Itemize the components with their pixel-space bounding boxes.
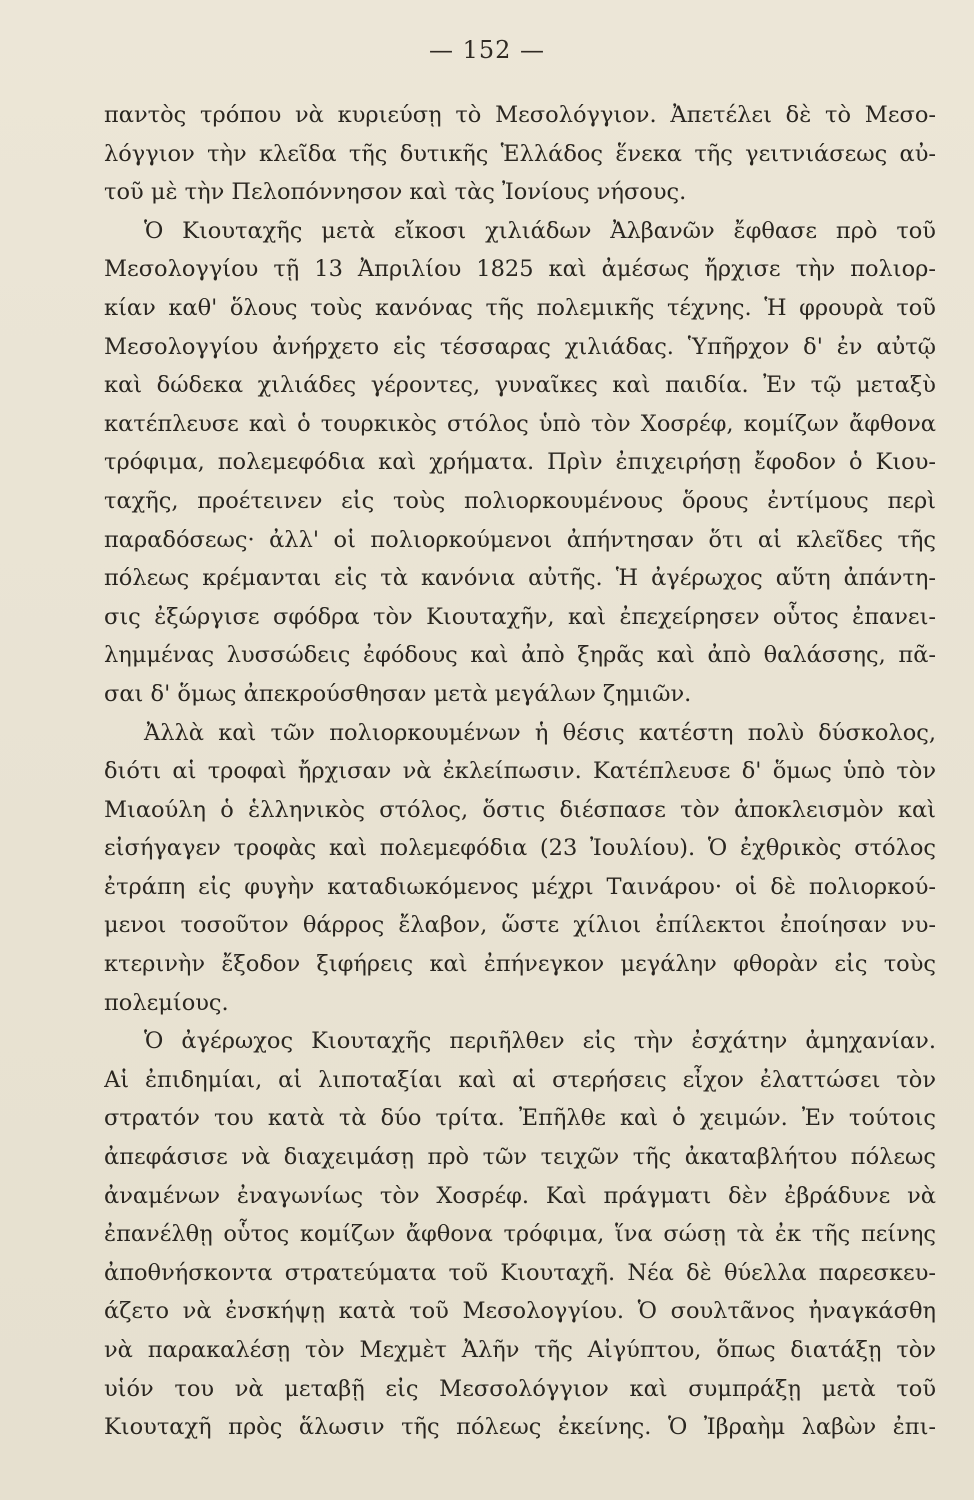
text-line: στρατόν του κατὰ τὰ δύο τρίτα. Ἐπῆλθε καὶ ὁ χειμών. Ἐν τούτοις: [104, 1105, 936, 1132]
text-line: άζετο νὰ ἐνσκήψῃ κατὰ τοῦ Μεσολογγίου. Ὁ σουλτᾶνος ἠναγκάσθη: [104, 1298, 936, 1325]
text-line: παραδόσεως· ἀλλ' οἱ πολιορκούμενοι ἀπήντησαν ὅτι αἱ κλεῖδες τῆς: [104, 526, 936, 553]
text-line: Ὁ Κιουταχῆς μετὰ εἴκοσι χιλιάδων Ἀλβανῶν ἔφθασε πρὸ τοῦ: [144, 217, 936, 244]
text-line: εἰσήγαγεν τροφὰς καὶ πολεμεφόδια (23 Ἰουλίου). Ὁ ἐχθρικὸς στόλος: [104, 835, 936, 862]
text-line: πόλεως κρέμανται εἰς τὰ κανόνια αὐτῆς. Ἡ ἀγέρωχος αὕτη ἀπάντη-: [104, 565, 936, 592]
text-line: τρόφιμα, πολεμεφόδια καὶ χρήματα. Πρὶν ἐπιχειρήσῃ ἔφοδον ὁ Κιου-: [104, 449, 936, 476]
text-line: ἀπεφάσισε νὰ διαχειμάσῃ πρὸ τῶν τειχῶν τῆς ἀκαταβλήτου πόλεως: [104, 1144, 936, 1171]
text-line: λημμένας λυσσώδεις ἐφόδους καὶ ἀπὸ ξηρᾶς καὶ ἀπὸ θαλάσσης, πᾶ-: [104, 642, 936, 669]
text-line: λόγγιον τὴν κλεῖδα τῆς δυτικῆς Ἑλλάδος ἕνεκα τῆς γειτνιάσεως αὐ-: [104, 140, 936, 167]
text-line: κτερινὴν ἔξοδον ξιφήρεις καὶ ἐπήνεγκον μεγάλην φθορὰν εἰς τοὺς: [104, 951, 936, 978]
text-line: σαι δ' ὅμως ἀπεκρούσθησαν μετὰ μεγάλων ζημιῶν.: [104, 680, 692, 707]
text-line: Μεσολογγίου τῇ 13 Ἀπριλίου 1825 καὶ ἀμέσως ἤρχισε τὴν πολιορ-: [104, 256, 936, 283]
text-line: καὶ δώδεκα χιλιάδες γέροντες, γυναῖκες καὶ παιδία. Ἐν τῷ μεταξὺ: [104, 372, 936, 399]
text-line: ἐτράπη εἰς φυγὴν καταδιωκόμενος μέχρι Ταινάρου· οἱ δὲ πολιορκού-: [104, 873, 936, 900]
text-line: κίαν καθ' ὅλους τοὺς κανόνας τῆς πολεμικῆς τέχνης. Ἡ φρουρὰ τοῦ: [104, 294, 936, 321]
text-line: πολεμίους.: [104, 989, 229, 1016]
text-line: υἱόν του νὰ μεταβῇ εἰς Μεσσολόγγιον καὶ συμπράξῃ μετὰ τοῦ: [104, 1375, 936, 1402]
text-line: Κιουταχῆ πρὸς ἅλωσιν τῆς πόλεως ἐκείνης. Ὁ Ἰβραὴμ λαβὼν ἐπι-: [104, 1414, 936, 1441]
text-line: Μεσολογγίου ἀνήρχετο εἰς τέσσαρας χιλιάδας. Ὑπῆρχον δ' ἐν αὐτῷ: [104, 333, 936, 360]
text-line: κατέπλευσε καὶ ὁ τουρκικὸς στόλος ὑπὸ τὸν Χοσρέφ, κομίζων ἄφθονα: [104, 410, 936, 437]
text-line: ταχῆς, προέτεινεν εἰς τοὺς πολιορκουμένους ὅρους ἐντίμους περὶ: [104, 487, 936, 514]
text-line: Ὁ ἀγέρωχος Κιουταχῆς περιῆλθεν εἰς τὴν ἐσχάτην ἀμηχανίαν.: [144, 1028, 936, 1055]
text-line: παντὸς τρόπου νὰ κυριεύσῃ τὸ Μεσολόγγιον. Ἀπετέλει δὲ τὸ Μεσο-: [104, 102, 936, 128]
text-line: Αἱ ἐπιδημίαι, αἱ λιποταξίαι καὶ αἱ στερήσεις εἶχον ἐλαττώσει τὸν: [104, 1066, 936, 1093]
text-line: Μιαούλη ὁ ἑλληνικὸς στόλος, ὅστις διέσπασε τὸν ἀποκλεισμὸν καὶ: [104, 796, 936, 823]
text-line: τοῦ μὲ τὴν Πελοπόννησον καὶ τὰς Ἰονίους νήσους.: [104, 179, 687, 206]
text-line: Ἀλλὰ καὶ τῶν πολιορκουμένων ἡ θέσις κατέστη πολὺ δύσκολος,: [144, 719, 936, 746]
page-number: — 152 —: [428, 36, 546, 64]
text-line: ἀποθνήσκοντα στρατεύματα τοῦ Κιουταχῆ. Νέα δὲ θύελλα παρεσκευ-: [104, 1259, 936, 1286]
text-line: διότι αἱ τροφαὶ ἤρχισαν νὰ ἐκλείπωσιν. Κατέπλευσε δ' ὅμως ὑπὸ τὸν: [104, 758, 936, 785]
text-body: [104, 96, 936, 1447]
text-line: νὰ παρακαλέσῃ τὸν Μεχμὲτ Ἀλῆν τῆς Αἰγύπτου, ὅπως διατάξῃ τὸν: [104, 1337, 936, 1363]
text-line: σις ἐξώργισε σφόδρα τὸν Κιουταχῆν, καὶ ἐπεχείρησεν οὗτος ἐπανει-: [104, 603, 936, 630]
text-line: ἀναμένων ἐναγωνίως τὸν Χοσρέφ. Καὶ πράγματι δὲν ἐβράδυνε νὰ: [104, 1182, 936, 1209]
text-line: ἐπανέλθῃ οὗτος κομίζων ἄφθονα τρόφιμα, ἵνα σώσῃ τὰ ἐκ τῆς πείνης: [104, 1221, 936, 1248]
text-line: μενοι τοσοῦτον θάρρος ἔλαβον, ὥστε χίλιοι ἐπίλεκτοι ἐποίησαν νυ-: [104, 912, 936, 939]
